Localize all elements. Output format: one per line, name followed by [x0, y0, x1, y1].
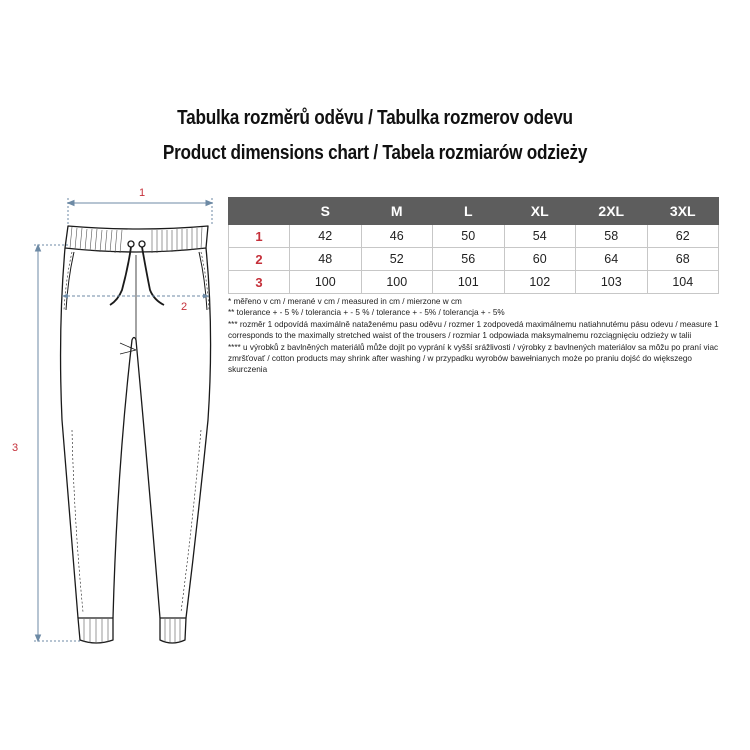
table-cell: 100	[290, 271, 362, 294]
size-header-m: M	[361, 198, 433, 225]
trousers-outline	[61, 226, 211, 643]
table-cell: 60	[504, 248, 576, 271]
note-measurement-unit: * měřeno v cm / merané v cm / measured in cm / mierzone w cm	[228, 297, 462, 306]
table-cell: 68	[647, 248, 719, 271]
dimension-2-label: 2	[181, 301, 188, 313]
table-row	[229, 225, 719, 248]
size-table	[228, 197, 719, 294]
table-cell: 56	[433, 248, 505, 271]
size-header-2xl: 2XL	[576, 198, 648, 225]
size-header-s: S	[290, 198, 362, 225]
table-cell: 64	[576, 248, 648, 271]
table-cell: 46	[361, 225, 433, 248]
table-cell: 104	[647, 271, 719, 294]
table-row	[229, 271, 719, 294]
dimension-3-label: 3	[12, 442, 19, 454]
measurement-notes	[228, 296, 720, 376]
table-cell: 42	[290, 225, 362, 248]
table-cell: 101	[433, 271, 505, 294]
note-measure-1: *** rozměr 1 odpovídá maximálně nataženému pasu oděvu / rozmer 1 zodpovedá maximálnemu natiahnutému pásu odevu / measure 1 corresponds to the maximally stretched waist of the trousers / rozmiar 1 odpowiada maksymalnemu rozciągnięciu odzieży w talii	[228, 319, 719, 341]
table-cell: 103	[576, 271, 648, 294]
chart-title-line-1: Tabulka rozměrů oděvu / Tabulka rozmerov odevu	[177, 107, 573, 129]
table-row	[229, 248, 719, 271]
header-corner	[229, 198, 290, 225]
row-label: 1	[229, 225, 290, 248]
row-label: 2	[229, 248, 290, 271]
table-cell: 62	[647, 225, 719, 248]
table-cell: 58	[576, 225, 648, 248]
note-cotton-shrinkage: **** u výrobků z bavlněných materiálů může dojít po vyprání k vyšší srážlivosti / výrobky z bavlnených materiálov sa môžu po praní viac zmršťovať / cotton products may shrink after washing / w przypadku wyrobów bawełnianych może po praniu dojść do większego skurczenia	[228, 342, 719, 375]
table-cell: 54	[504, 225, 576, 248]
table-cell: 52	[361, 248, 433, 271]
table-cell: 48	[290, 248, 362, 271]
size-header-l: L	[433, 198, 505, 225]
chart-title-line-2: Product dimensions chart / Tabela rozmiarów odzieży	[162, 142, 588, 164]
table-cell: 100	[361, 271, 433, 294]
dimension-3-line	[34, 245, 80, 641]
trousers-technical-drawing	[0, 170, 228, 650]
dimension-1-label: 1	[138, 187, 146, 199]
dimension-1-line	[68, 198, 212, 226]
size-header-xl: XL	[504, 198, 576, 225]
size-header-row	[229, 198, 719, 225]
table-cell: 102	[504, 271, 576, 294]
table-cell: 50	[433, 225, 505, 248]
size-header-3xl: 3XL	[647, 198, 719, 225]
row-label: 3	[229, 271, 290, 294]
note-tolerance: ** tolerance + - 5 % / tolerancia + - 5 % / tolerance + - 5% / tolerancja + - 5%	[228, 308, 505, 318]
